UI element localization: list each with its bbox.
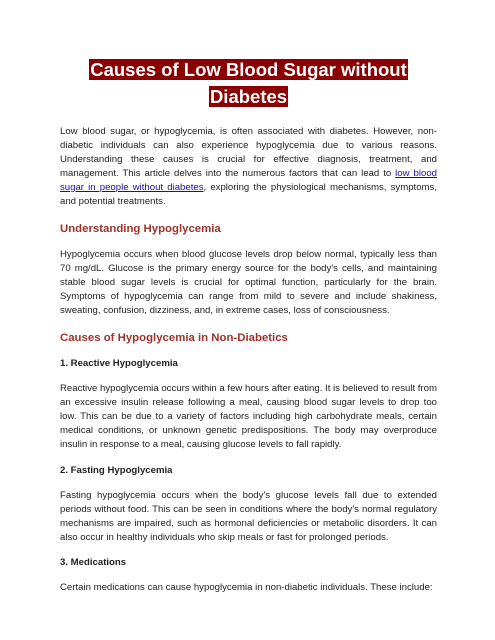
intro-text-after-link: , exploring the physiological mechanisms, symptoms, and potential treatments. bbox=[60, 182, 437, 207]
fasting-hypoglycemia-paragraph: Fasting hypoglycemia occurs when the body's glucose levels fall due to extended periods without food. This can be seen in conditions where the body's normal regulatory mechanisms are impaired, such as hormonal deficiencies or metabolic disorders. It can also occur in healthy individuals who skip meals or fast for prolonged periods. bbox=[60, 490, 437, 543]
page-title-text: Causes of Low Blood Sugar without Diabetes bbox=[90, 59, 407, 107]
reactive-hypoglycemia-heading: 1. Reactive Hypoglycemia bbox=[60, 358, 178, 369]
document-page bbox=[60, 56, 437, 595]
medications-paragraph: Certain medications can cause hypoglycemia in non-diabetic individuals. These include: bbox=[60, 582, 433, 593]
low-blood-sugar-link[interactable]: low blood sugar in people without diabetes bbox=[60, 168, 437, 193]
reactive-hypoglycemia-paragraph: Reactive hypoglycemia occurs within a few hours after eating. It is believed to result from an excessive insulin release following a meal, causing blood sugar levels to drop too low. This can be due to a variety of factors including high carbohydrate meals, certain medical conditions, or unknown genetic predispositions. The body may overproduce insulin in response to a meal, causing glucose levels to fall rapidly. bbox=[60, 383, 437, 450]
fasting-hypoglycemia-heading: 2. Fasting Hypoglycemia bbox=[60, 465, 173, 476]
intro-paragraph bbox=[60, 125, 437, 209]
understanding-hypoglycemia-paragraph: Hypoglycemia occurs when blood glucose levels drop below normal, typically less than 70 mg/dL. Glucose is the primary energy source for the body's cells, and maintaining stable blood sugar levels is crucial for optimal function, particularly for the brain. Symptoms of hypoglycemia can range from mild to severe and include shakiness, sweating, confusion, dizziness, and, in extreme cases, loss of consciousness. bbox=[60, 249, 437, 316]
intro-text-before-link: Low blood sugar, or hypoglycemia, is often associated with diabetes. However, non-diabetic individuals can also experience hypoglycemia due to various reasons. Understanding these causes is crucial for effective diagnosis, treatment, and management. This article delves into the numerous factors that can lead to bbox=[60, 126, 437, 179]
page-title bbox=[60, 56, 437, 110]
medications-heading: 3. Medications bbox=[60, 557, 127, 568]
understanding-hypoglycemia-heading: Understanding Hypoglycemia bbox=[60, 223, 221, 235]
causes-non-diabetics-heading: Causes of Hypoglycemia in Non-Diabetics bbox=[60, 332, 288, 344]
